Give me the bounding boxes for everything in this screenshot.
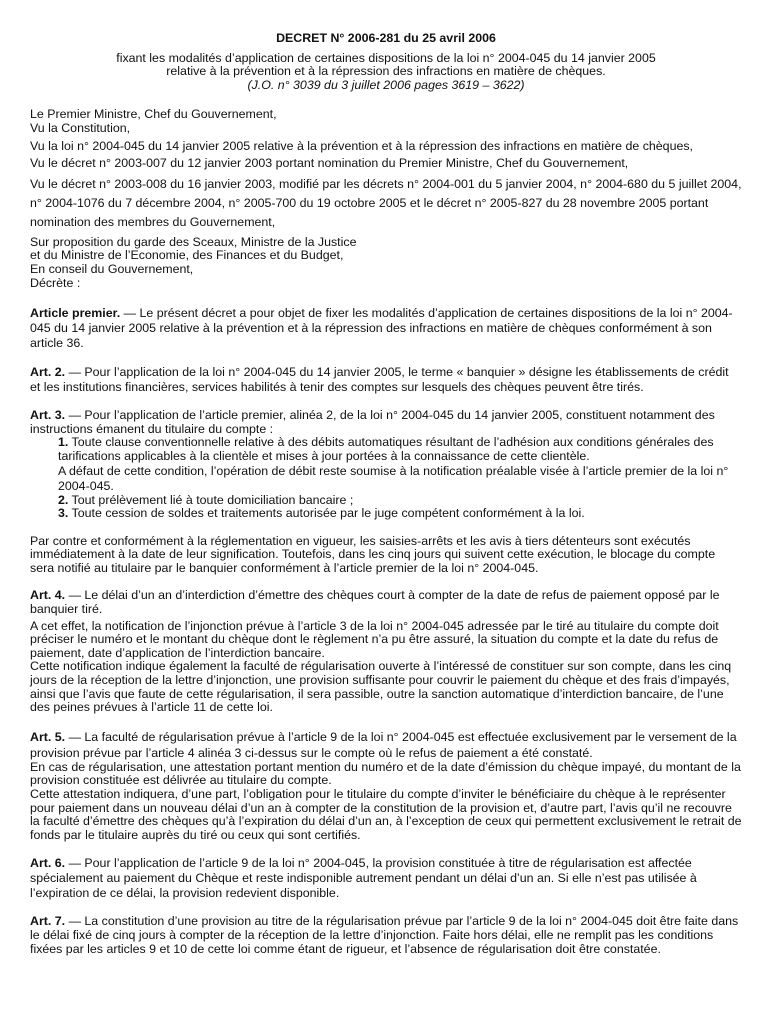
list-item (58, 436, 742, 463)
article-heading: Art. 3. (30, 408, 66, 423)
article-7 (30, 915, 742, 956)
list-text: Toute cession de soldes et traitements autorisée par le juge compétent conformément à la loi. (68, 506, 585, 521)
article-text: — Le délai d’un an d’interdiction d’émettre des chèques court à compter de la date de refus de paiement opposé par le banquier tiré. (30, 588, 720, 617)
article-body (30, 365, 742, 395)
preamble-line: Sur proposition du garde des Sceaux, Ministre de la Justice (30, 234, 357, 249)
article-body (30, 589, 742, 616)
article-paragraph: A cet effet, la notification de l’injonction prévue à l’article 3 de la loi n° 2004-045 adressée par le tiré au titulaire du compte doit préciser le numéro et le montant du chèque dont le règlement n’a pu être assuré, la situation du compte et la date du refus de paiement, date d’application de l’interdiction bancaire. (30, 618, 719, 660)
list-item-continuation: A défaut de cette condition, l’opération de débit reste soumise à la notification préalable visée à l’article premier de la loi n° 2004-045. (58, 463, 729, 493)
preamble-line: Décrète : (30, 275, 81, 290)
article-body (30, 915, 742, 956)
article-body (30, 306, 742, 351)
list-item (58, 494, 742, 508)
list-item (58, 507, 742, 521)
article-heading: Article premier. (30, 306, 121, 321)
list-text: Toute clause conventionnelle relative à des débits automatiques résultant de l’adhésion aux conditions générales des tarifications applicables à la clientèle et mises à jour portées à la connaissance de cette clientèle. (58, 435, 714, 463)
article-text: — La constitution d’une provision au titre de la régularisation prévue par l’article 9 de la loi n° 2004-045 doit être faite dans le délai fixé de cinq jours à compter de la réception de la lettre d’injonction. Faite hors délai, elle ne remplit pas les conditions fixées par les articles 9 et 10 de cette loi comme étant de rigueur, et l’absence de régularisation doit être constatée. (30, 914, 739, 956)
preamble-line: Vu le décret n° 2003-008 du 16 janvier 2003, modifié par les décrets n° 2004-001 du 5 janvier 2004, n° 2004-680 du 5 juillet 2004, n° 2004-1076 du 7 décembre 2004, n° 2005-700 du 19 octobre 2005 et le décret n° 2005-827 du 28 novembre 2005 portant nomination des membres du Gouvernement, (30, 176, 742, 229)
article-3 (30, 409, 742, 575)
article-body (30, 856, 742, 901)
preamble-line: Vu le décret n° 2003-007 du 12 janvier 2003 portant nomination du Premier Ministre, Chef du Gouvernement, (30, 156, 629, 171)
preamble-line: Le Premier Ministre, Chef du Gouvernement, (30, 107, 277, 122)
article-3-list (30, 436, 742, 520)
journal-officiel-reference: (J.O. n° 3039 du 3 juillet 2006 pages 3619 – 3622) (247, 77, 525, 92)
article-text: — Pour l’application de la loi n° 2004-045 du 14 janvier 2005, le terme « banquier » désigne les établissements de crédit et les institutions financières, services habilités à tenir des comptes sur lesquels des chèques peuvent être tirés. (30, 365, 729, 395)
preamble-line: Vu la Constitution, (30, 120, 131, 135)
article-text: — Le présent décret a pour objet de fixer les modalités d’application de certaines dispositions de la loi n° 2004-045 du 14 janvier 2005 relative à la prévention et à la répression des infractions en matière de chèques conformément à son article 36. (30, 306, 733, 351)
preamble (30, 108, 742, 290)
article-heading: Art. 5. (30, 729, 66, 744)
preamble-line: Vu la loi n° 2004-045 du 14 janvier 2005 relative à la prévention et à la répression des infractions en matière de chèques, (30, 138, 693, 153)
article-4 (30, 589, 742, 714)
article-heading: Art. 4. (30, 588, 66, 603)
decree-title: DECRET N° 2006-281 du 25 avril 2006 (276, 31, 496, 45)
article-paragraph: Cette notification indique également la faculté de régularisation ouverte à l’intéressé de constituer sur son compte, dans les cinq jours de la réception de la lettre d’injonction, une provision suffisante pour couvrir le paiement du chèque et des frais d’impayés, ainsi que l’avis que faute de cette régularisation, il sera passible, outre la sanction automatique d’interdiction bancaire, de l’une des peines prévues à l’article 11 de cette loi. (30, 659, 732, 715)
article-6 (30, 856, 742, 901)
article-text: — Pour l’application de l’article 9 de la loi n° 2004-045, la provision constituée à titre de régularisation est affectée spécialement au paiement du Chèque et reste indisponible autrement pendant un délai d’un an. Si elle n’est pas utilisée à l’expiration de ce délai, la provision redevient disponible. (30, 856, 697, 901)
preamble-line: En conseil du Gouvernement, (30, 261, 194, 276)
article-text: — Pour l’application de l’article premier, alinéa 2, de la loi n° 2004-045 du 14 janvier 2005, constituent notamment des instructions émanent du titulaire du compte : (30, 408, 715, 436)
article-paragraph: En cas de régularisation, une attestation portant mention du numéro et de la date d’émission du chèque impayé, du montant de la provision constituée est délivrée au titulaire du compte. (30, 759, 741, 788)
article-text: — La faculté de régularisation prévue à l’article 9 de la loi n° 2004-045 est effectuée exclusivement par le versement de la provision prévue par l’article 4 alinéa 3 ci-dessus sur le compte où le refus de paiement a été constaté. (30, 729, 737, 760)
decree-header (30, 0, 742, 92)
list-number: 3. (58, 506, 69, 521)
article-heading: Art. 6. (30, 856, 66, 871)
list-number: 1. (58, 435, 69, 450)
article-paragraph: Cette attestation indiquera, d’une part, l’obligation pour le titulaire du compte d’inviter le bénéficiaire du chèque à le représenter pour paiement dans un nouveau délai d’un an à compter de la constitution de la provision et, d’autre part, l’avis qu’il ne recouvre la faculté d’émettre des chèques qu’à l’expiration du délai d’un an, à l’exception de ceux qui permettent exclusivement le retrait de fonds par le titulaire auprès du tiré ou ceux qui sont certifiés. (30, 787, 742, 842)
article-paragraph: Par contre et conformément à la réglementation en vigueur, les saisies-arrêts et les avis à tiers détenteurs sont exécutés immédiatement à la date de leur signification. Toutefois, dans les cinq jours qui suivent cette exécution, le blocage du compte sera notifié au titulaire par le banquier conformément à l’article premier de la loi n° 2004-045. (30, 533, 716, 575)
article-1 (30, 306, 742, 351)
list-number: 2. (58, 492, 69, 507)
preamble-line: et du Ministre de l’Economie, des Finances et du Budget, (30, 248, 344, 263)
article-heading: Art. 2. (30, 365, 66, 380)
article-2 (30, 365, 742, 395)
decree-subtitle-line-1: fixant les modalités d’application de certaines dispositions de la loi n° 2004-045 du 14 janvier 2005 (116, 50, 656, 65)
list-text: Tout prélèvement lié à toute domiciliation bancaire ; (68, 492, 354, 507)
article-body (30, 409, 742, 436)
article-body (30, 729, 742, 761)
article-5 (30, 729, 742, 843)
decree-subtitle-line-2: relative à la prévention et à la répression des infractions en matière de chèques. (166, 64, 606, 79)
article-heading: Art. 7. (30, 914, 66, 929)
